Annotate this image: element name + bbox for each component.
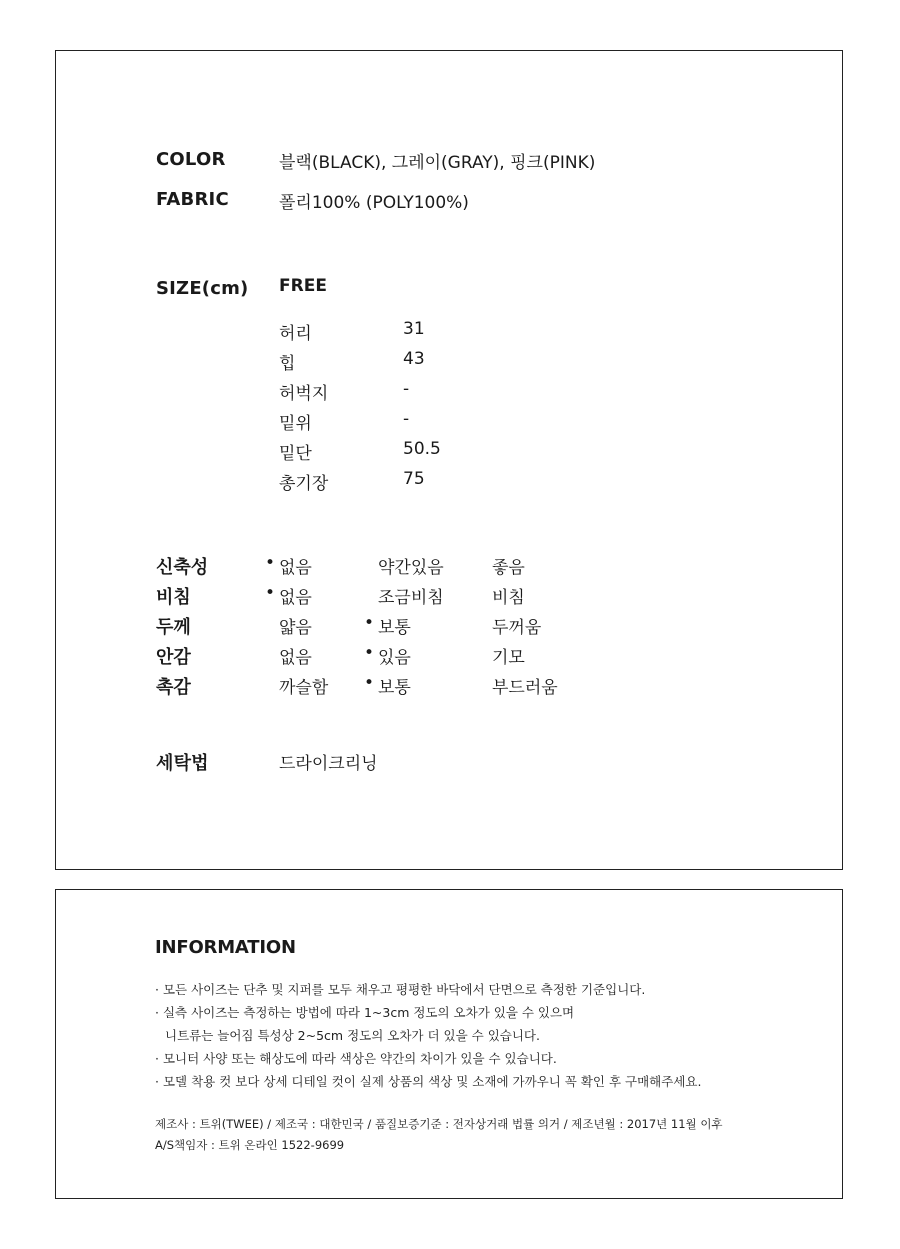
quality-option xyxy=(492,583,525,608)
quality-option xyxy=(265,553,312,578)
info-note: · 모든 사이즈는 단추 및 지퍼를 모두 채우고 평평한 바닥에서 단면으로 측정한 기준입니다. xyxy=(155,982,646,997)
quality-option xyxy=(378,583,444,608)
quality-option-label: 없음 xyxy=(279,648,312,668)
as-contact-info: A/S책임자 : 트위 온라인 1522-9699 xyxy=(155,1138,345,1152)
quality-option-label: 부드러움 xyxy=(492,678,558,698)
quality-option-label: 보통 xyxy=(378,678,411,698)
quality-option xyxy=(492,643,525,668)
quality-option xyxy=(279,643,312,668)
quality-option xyxy=(492,553,525,578)
size-row-name: 힙 xyxy=(279,354,296,374)
size-row-name: 허리 xyxy=(279,324,312,344)
info-note: 니트류는 늘어짐 특성상 2~5cm 정도의 오차가 더 있을 수 있습니다. xyxy=(165,1028,540,1043)
quality-option xyxy=(279,673,328,698)
quality-option xyxy=(364,613,411,638)
color-value: 블랙(BLACK), 그레이(GRAY), 핑크(PINK) xyxy=(279,153,596,173)
quality-option-label: 두꺼움 xyxy=(492,618,542,638)
quality-label: 두께 xyxy=(156,617,191,638)
quality-label: 촉감 xyxy=(156,677,191,698)
quality-option xyxy=(364,673,411,698)
quality-row xyxy=(156,613,656,639)
quality-option-label: 비침 xyxy=(492,588,525,608)
fabric-value: 폴리100% (POLY100%) xyxy=(279,193,469,213)
selected-bullet-icon: • xyxy=(265,583,276,603)
info-note: · 실측 사이즈는 측정하는 방법에 따라 1~3cm 정도의 오차가 있을 수 있으며 xyxy=(155,1005,575,1020)
size-row-value: 31 xyxy=(403,319,425,339)
quality-row xyxy=(156,643,656,669)
quality-label: 비침 xyxy=(156,587,191,608)
quality-label: 안감 xyxy=(156,647,191,668)
selected-bullet-icon: • xyxy=(364,643,375,663)
size-row-name: 총기장 xyxy=(279,474,329,494)
quality-row xyxy=(156,553,656,579)
information-panel xyxy=(55,889,843,1199)
quality-option-label: 보통 xyxy=(378,618,411,638)
size-free: FREE xyxy=(279,276,327,296)
color-label: COLOR xyxy=(156,149,226,170)
quality-option xyxy=(492,613,541,638)
quality-option-label: 까슬함 xyxy=(279,678,329,698)
size-row-value: 43 xyxy=(403,349,425,369)
info-note: · 모델 착용 컷 보다 상세 디테일 컷이 실제 상품의 색상 및 소재에 가까우니 꼭 확인 후 구매해주세요. xyxy=(155,1074,702,1089)
quality-option-label: 얇음 xyxy=(279,618,312,638)
fabric-label: FABRIC xyxy=(156,189,229,210)
selected-bullet-icon: • xyxy=(265,553,276,573)
size-row-value: 75 xyxy=(403,469,425,489)
selected-bullet-icon: • xyxy=(364,613,375,633)
washing-label: 세탁법 xyxy=(156,753,209,774)
quality-option-label: 좋음 xyxy=(492,558,525,578)
size-row-name: 밑단 xyxy=(279,444,312,464)
quality-option xyxy=(364,643,411,668)
product-spec-panel xyxy=(55,50,843,870)
quality-option-label: 조금비침 xyxy=(378,588,444,608)
info-note: · 모니터 사양 또는 해상도에 따라 색상은 약간의 차이가 있을 수 있습니다. xyxy=(155,1051,557,1066)
quality-label: 신축성 xyxy=(156,557,209,578)
information-title: INFORMATION xyxy=(155,937,296,958)
quality-option xyxy=(492,673,558,698)
size-row-value: - xyxy=(403,409,410,429)
size-row-value: - xyxy=(403,379,410,399)
quality-option xyxy=(378,553,444,578)
size-row-value: 50.5 xyxy=(403,439,441,459)
selected-bullet-icon: • xyxy=(364,673,375,693)
quality-option-label: 없음 xyxy=(279,588,312,608)
quality-row xyxy=(156,673,656,699)
quality-option-label: 약간있음 xyxy=(378,558,444,578)
quality-row xyxy=(156,583,656,609)
size-label: SIZE(cm) xyxy=(156,278,249,299)
manufacturer-info: 제조사 : 트위(TWEE) / 제조국 : 대한민국 / 품질보증기준 : 전자상거래 법률 의거 / 제조년월 : 2017년 11월 이후 xyxy=(155,1117,723,1131)
size-row-name: 밑위 xyxy=(279,414,312,434)
quality-option-label: 기모 xyxy=(492,648,525,668)
size-row-name: 허벅지 xyxy=(279,384,329,404)
quality-option-label: 없음 xyxy=(279,558,312,578)
quality-option xyxy=(279,613,312,638)
quality-option xyxy=(265,583,312,608)
quality-option-label: 있음 xyxy=(378,648,411,668)
washing-value: 드라이크리닝 xyxy=(279,754,378,774)
